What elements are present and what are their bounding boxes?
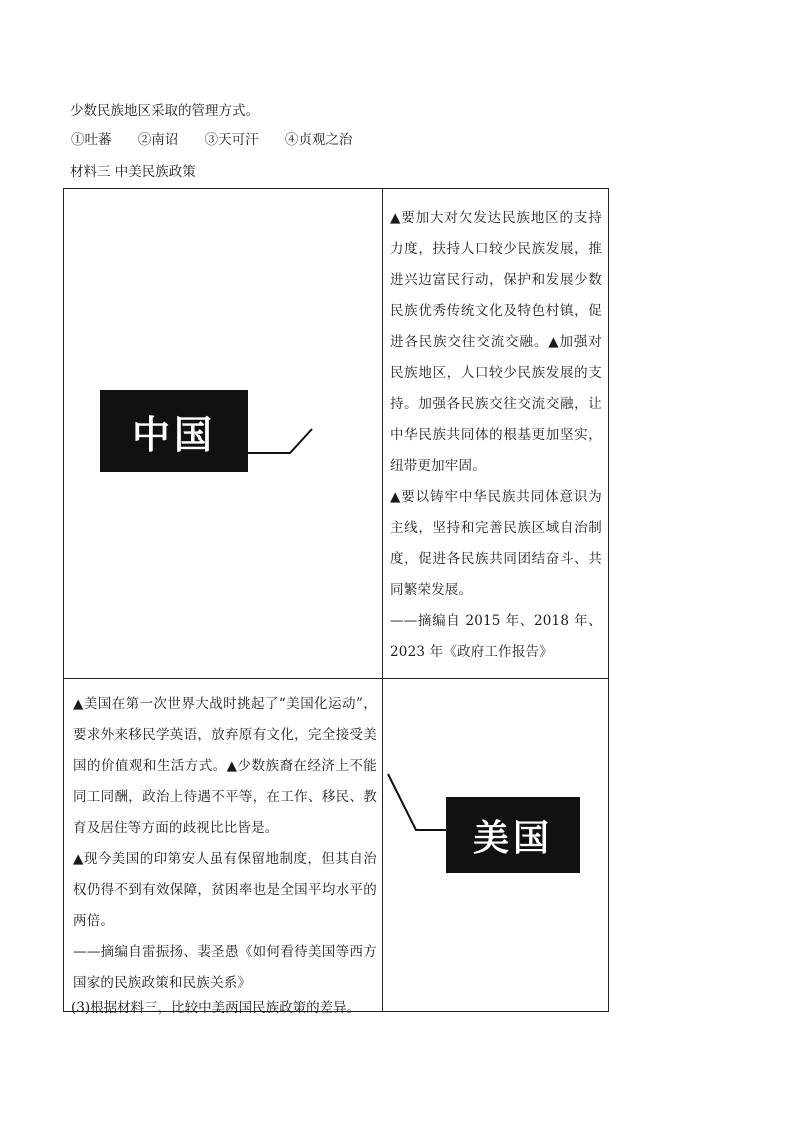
china-policy-source: ——摘编自 2015 年、2018 年、2023 年《政府工作报告》 bbox=[390, 612, 602, 660]
usa-policy-cell bbox=[64, 679, 383, 1012]
option-item: ③天可汗 bbox=[204, 132, 259, 148]
intro-text: 少数民族地区采取的管理方式。 bbox=[70, 103, 259, 119]
usa-stamp-image: 美国 bbox=[446, 797, 580, 873]
china-stamp-image: 中国 bbox=[100, 390, 248, 472]
option-item: ①吐蕃 bbox=[71, 132, 112, 148]
option-item: ④贞观之治 bbox=[284, 132, 353, 148]
china-policy-cell bbox=[383, 189, 609, 679]
material-title: 材料三 中美民族政策 bbox=[70, 164, 196, 180]
option-item: ②南诏 bbox=[137, 132, 179, 148]
option-list bbox=[71, 131, 352, 149]
usa-stamp-leader-line bbox=[388, 772, 448, 842]
usa-policy-source: ——摘编自雷振扬、裴圣愚《如何看待美国等西方国家的民族政策和民族关系》 bbox=[73, 944, 377, 991]
usa-policy-paragraph: ▲现今美国的印第安人虽有保留地制度，但其自治权仍得不到有效保障，贫困率也是全国平均水平的两倍。 bbox=[73, 851, 377, 929]
usa-policy-paragraph: ▲美国在第一次世界大战时挑起了“美国化运动”，要求外来移民学英语，放弃原有文化，完全接受美国的价值观和生活方式。▲少数族裔在经济上不能同工同酬，政治上待遇不平等，在工作、移民、教育及居住等方面的歧视比比皆是。 bbox=[73, 696, 377, 836]
china-policy-paragraph: ▲要加大对欠发达民族地区的支持力度，扶持人口较少民族发展，推进兴边富民行动，保护和发展少数民族优秀传统文化及特色村镇，促进各民族交往交流交融。▲加强对民族地区，人口较少民族发展的支持。加强各民族交往交流交融，让中华民族共同体的根基更加坚实，纽带更加牢固。 bbox=[390, 209, 602, 474]
question-text: (3)根据材料三，比较中美两国民族政策的差异。 bbox=[71, 1000, 361, 1016]
material-table bbox=[63, 188, 609, 1012]
china-stamp-leader-line bbox=[248, 425, 318, 461]
china-policy-paragraph: ▲要以铸牢中华民族共同体意识为主线，坚持和完善民族区域自治制度，促进各民族共同团结奋斗、共同繁荣发展。 bbox=[390, 488, 602, 598]
